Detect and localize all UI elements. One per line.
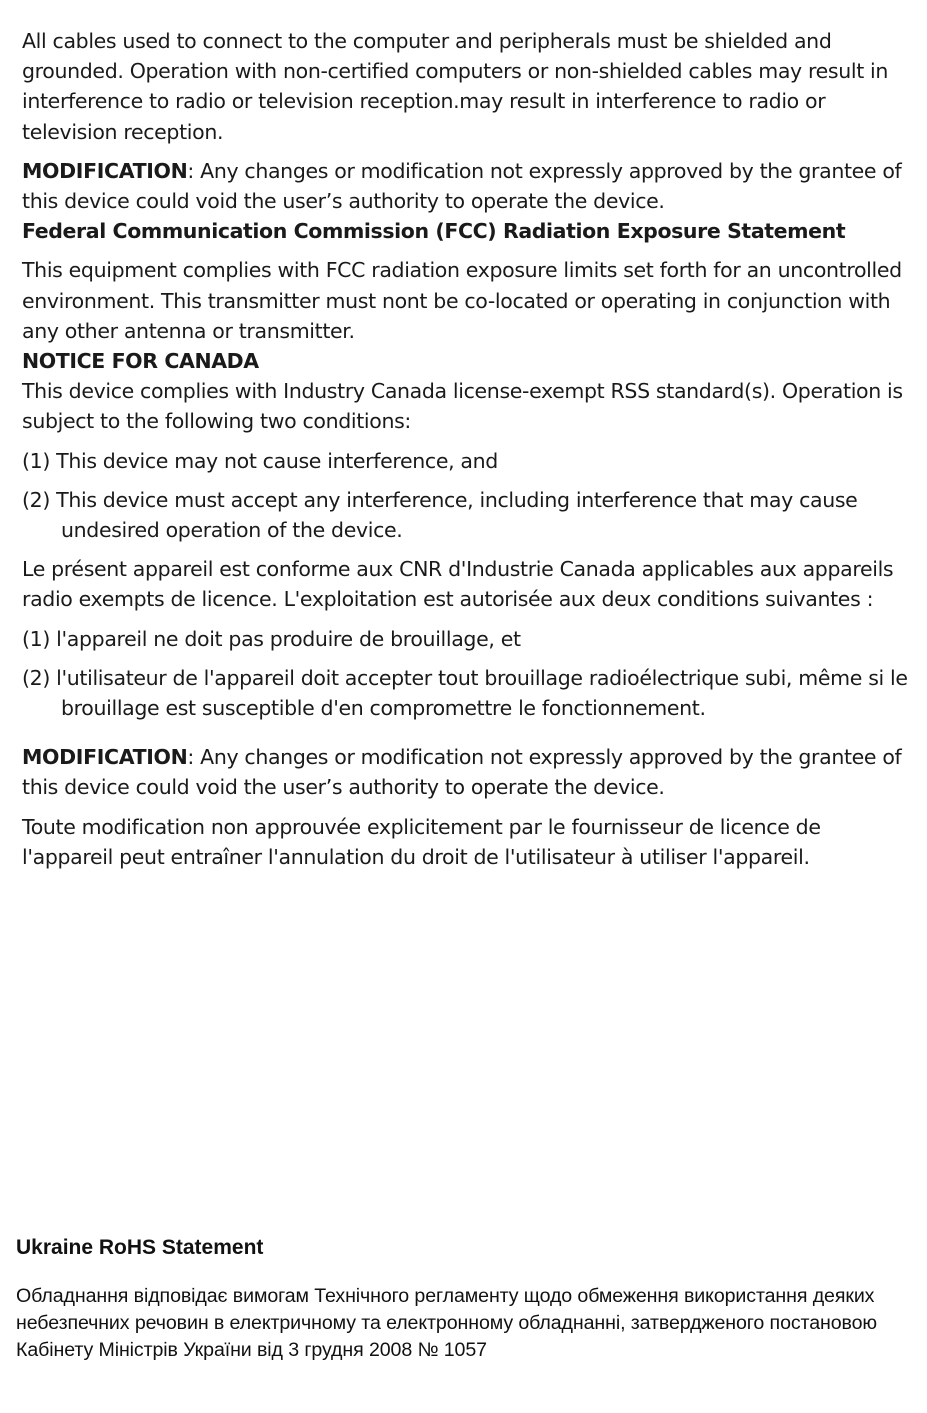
canada-heading: NOTICE FOR CANADA bbox=[22, 349, 259, 374]
canada-modification-paragraph bbox=[22, 742, 912, 802]
ukraine-section bbox=[16, 1233, 911, 1364]
cables-paragraph: All cables used to connect to the computer and peripherals must be shielded and grounded. Operation with non-certified computers or non-shielded cables may result in interference to radio or television reception.may result in interference to radio or television reception. bbox=[22, 29, 889, 144]
fcc-radiation-paragraph: This equipment complies with FCC radiation exposure limits set forth for an uncontrolled environment. This transmitter must nont be co-located or operating in conjunction with any other antenna or transmitter. bbox=[22, 258, 902, 343]
canada-condition-fr-1: (1) l'appareil ne doit pas produire de brouillage, et bbox=[22, 626, 521, 651]
modification-text: : Any changes or modification not expressly approved by the grantee of this device could void the user’s authority to operate the device. bbox=[22, 158, 902, 214]
modification-label: MODIFICATION bbox=[22, 745, 188, 770]
canada-condition-1: (1) This device may not cause interference, and bbox=[22, 448, 498, 473]
modification-label: MODIFICATION bbox=[22, 158, 188, 183]
ukraine-paragraph: Обладнання відповідає вимогам Технічного регламенту щодо обмеження використання деяких небезпечних речовин в електричному та електронному обладнанні, затвердженого постановою Кабінету Міністрів України від 3 грудня 2008 № 1057 bbox=[16, 1285, 878, 1361]
ukraine-heading: Ukraine RoHS Statement bbox=[16, 1236, 264, 1259]
fcc-radiation-heading: Federal Communication Commission (FCC) Radiation Exposure Statement bbox=[22, 219, 846, 244]
canada-intro: This device complies with Industry Canada license-exempt RSS standard(s). Operation is subject to the following two conditions: bbox=[22, 379, 903, 434]
canada-condition-2: (2) This device must accept any interference, including interference that may cause undesired operation of the device. bbox=[22, 487, 858, 543]
fcc-modification-paragraph bbox=[22, 156, 912, 216]
canada-condition-fr-2: (2) l'utilisateur de l'appareil doit accepter tout brouillage radioélectrique subi, même si le brouillage est susceptible d'en compromettre le fonctionnement. bbox=[22, 665, 908, 721]
canada-intro-fr: Le présent appareil est conforme aux CNR d'Industrie Canada applicables aux appareils radio exempts de licence. L'exploitation est autorisée aux deux conditions suivantes : bbox=[22, 557, 894, 612]
canada-modification-fr: Toute modification non approuvée explicitement par le fournisseur de licence de l'appareil peut entraîner l'annulation du droit de l'utilisateur à utiliser l'appareil. bbox=[22, 814, 821, 869]
modification-text: : Any changes or modification not expressly approved by the grantee of this device could void the user’s authority to operate the device. bbox=[22, 745, 902, 800]
document-body bbox=[22, 26, 912, 872]
